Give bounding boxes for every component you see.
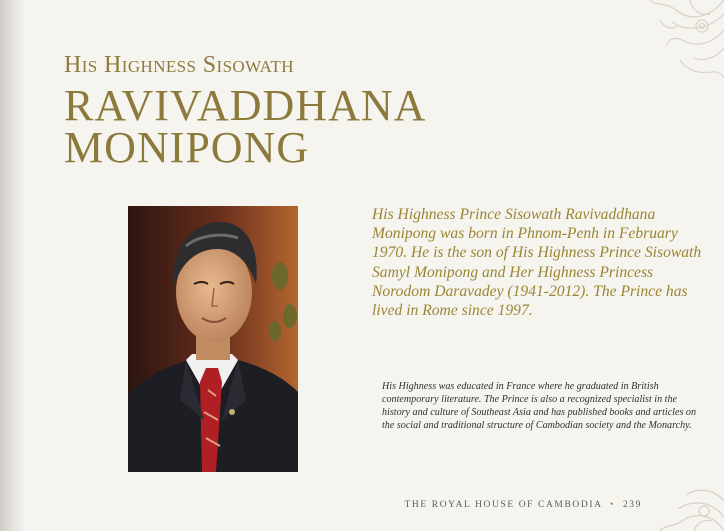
footer-separator: • [610,500,615,510]
page-number: 239 [622,500,642,510]
portrait-photo [128,206,298,472]
name-line-1: RAVIVADDHANA [64,81,427,130]
bio-paragraph [382,380,702,432]
portrait-image [128,206,298,472]
intro-text: His Highness Prince Sisowath Ravivaddhana Monipong was born in Phnom-Penh in February 1970. He is the son of His Highness Prince Sisowath Samyl Monipong and Her Highness Princess Norodom Daravadey (1941-2012). The Prince has lived in Rome since 1997. [372,206,702,320]
intro-paragraph [372,205,702,320]
name-line-2: MONIPONG [64,123,310,172]
book-title: THE ROYAL HOUSE OF CAMBODIA [404,500,603,510]
page-gutter-shadow [0,0,26,531]
bio-text: His Highness was educated in France where he graduated in British contemporary literature. The Prince is also a recognized specialist in the history and culture of Southeast Asia and has published books and articles on the social and traditional structure of Cambodian society and the Monarchy. [382,381,697,432]
corner-ornament-icon [634,467,724,531]
title-prefix: His Highness Sisowath [64,52,294,78]
corner-ornament-icon [620,0,724,84]
page-footer [405,500,642,510]
